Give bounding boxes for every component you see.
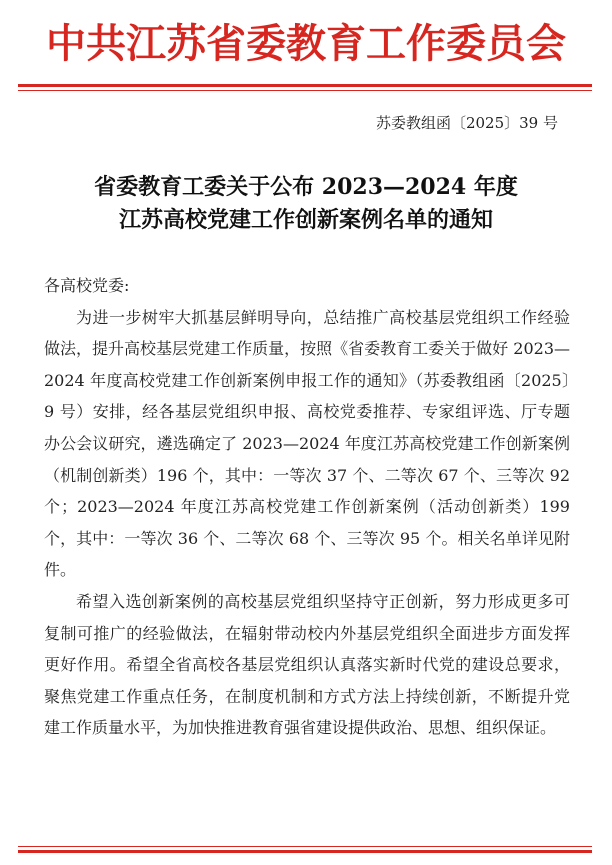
header-red-rule-thin: [18, 90, 592, 91]
document-title-line-1: 省委教育工委关于公布 2023—2024 年度: [94, 174, 518, 200]
issuing-organization-title: 中共江苏省委教育工作委员会: [46, 20, 566, 67]
salutation: 各高校党委:: [44, 276, 130, 295]
footer-red-rule-thin: [18, 846, 592, 847]
document-body: [44, 270, 570, 744]
body-paragraph-2: 希望入选创新案例的高校基层党组织坚持守正创新，努力形成更多可复制可推广的经验做法，在辐射带动校内外基层党组织全面进步方面发挥更好作用。希望全省高校各基层党组织认真落实新时代党的建设总要求，聚焦党建工作重点任务，在制度机制和方式方法上持续创新，不断提升党建工作质量水平，为加快推进教育强省建设提供政治、思想、组织保证。: [44, 591, 570, 738]
document-number: 苏委教组函〔2025〕39 号: [375, 114, 558, 132]
header-red-rule: [18, 84, 592, 87]
footer-red-rule: [18, 850, 592, 853]
document-title-line-2: 江苏高校党建工作创新案例名单的通知: [118, 207, 493, 233]
body-paragraph-1: 为进一步树牢大抓基层鲜明导向，总结推广高校基层党组织工作经验做法，提升高校基层党建工作质量，按照《省委教育工委关于做好 2023—2024 年度高校党建工作创新案例申报工作的通知》（苏委教组函〔2025〕9 号）安排，经各基层党组织申报、高校党委推荐、专家组评选、厅专题办公会议研究，遴选确定了 2023—2024 年度江苏高校党建工作创新案例（机制创新类）196 个，其中：一等次 37 个、二等次 67 个、三等次 92 个；2023—2024 年度江苏高校党建工作创新案例（活动创新类）199 个，其中：一等次 36 个、二等次 68 个、三等次 95 个。相关名单详见附件。: [44, 307, 570, 580]
